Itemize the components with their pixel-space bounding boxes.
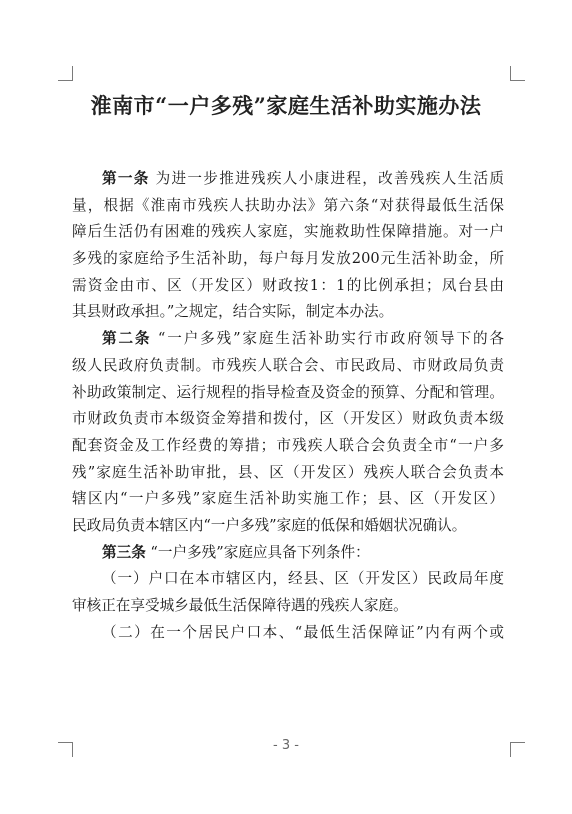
line-text: 需资金由市、区（开发区）财政按1：1的比例承担；凤台县由	[72, 276, 504, 294]
paragraph-line	[72, 513, 504, 540]
document-title: 淮南市“一户多残”家庭生活补助实施办法	[90, 93, 482, 118]
paragraph-line	[72, 299, 504, 326]
paragraph-line	[72, 566, 504, 593]
paragraph-line	[72, 593, 504, 620]
page-number: - 3 -	[273, 738, 299, 753]
article-heading: 第三条	[102, 543, 146, 561]
line-text: 残”家庭生活补助审批，县、区（开发区）残疾人联合会负责本	[72, 463, 504, 481]
paragraph-line	[72, 380, 504, 407]
line-text: 审核正在享受城乡最低生活保障待遇的残疾人家庭。	[72, 597, 408, 614]
paragraph-line	[72, 433, 504, 460]
line-text: 障后生活仍有困难的残疾人家庭，实施救助性保障措施。对一户	[72, 223, 504, 241]
paragraph-line	[72, 219, 504, 246]
paragraph-line	[72, 166, 504, 193]
line-text: 量，根据《淮南市残疾人扶助办法》第六条“对获得最低生活保	[72, 196, 504, 214]
document-body	[72, 166, 504, 646]
paragraph-line	[72, 620, 504, 647]
paragraph-line	[72, 460, 504, 487]
paragraph-line	[72, 353, 504, 380]
paragraph-line	[72, 273, 504, 300]
paragraph-line	[72, 246, 504, 273]
line-text: 民政局负责本辖区内“一户多残”家庭的低保和婚姻状况确认。	[72, 516, 467, 534]
article-heading: 第二条	[102, 330, 152, 348]
paragraph-line	[72, 326, 504, 353]
line-text: 多残的家庭给予生活补助，每户每月发放200元生活补助金，所	[72, 250, 504, 268]
line-text: 配套资金及工作经费的筹措；市残疾人联合会负责全市“一户多	[72, 436, 504, 454]
line-text: 其县财政承担。”之规定，结合实际，制定本办法。	[72, 303, 394, 321]
line-text: 为进一步推进残疾人小康进程，改善残疾人生活质	[149, 170, 504, 187]
paragraph-line	[72, 540, 504, 567]
article-heading: 第一条	[102, 170, 150, 187]
line-text: 辖区内“一户多残”家庭生活补助实施工作；县、区（开发区）	[72, 490, 504, 508]
line-text: （一）户口在本市辖区内，经县、区（开发区）民政局年度	[102, 570, 504, 588]
crop-mark-top-left	[58, 66, 73, 81]
line-text: “一户多残”家庭应具备下列条件：	[145, 543, 370, 561]
line-text: “一户多残”家庭生活补助实行市政府领导下的各	[151, 330, 504, 348]
line-text: （二）在一个居民户口本、“最低生活保障证”内有两个或	[102, 623, 504, 641]
paragraph-line	[72, 486, 504, 513]
paragraph-line	[72, 193, 504, 220]
crop-mark-top-right	[510, 66, 525, 81]
line-text: 补助政策制定、运行规程的指导检查及资金的预算、分配和管理。	[72, 383, 504, 401]
paragraph-line	[72, 406, 504, 433]
line-text: 市财政负责市本级资金筹措和拨付，区（开发区）财政负责本级	[72, 410, 504, 428]
line-text: 级人民政府负责制。市残疾人联合会、市民政局、市财政局负责	[72, 356, 504, 374]
